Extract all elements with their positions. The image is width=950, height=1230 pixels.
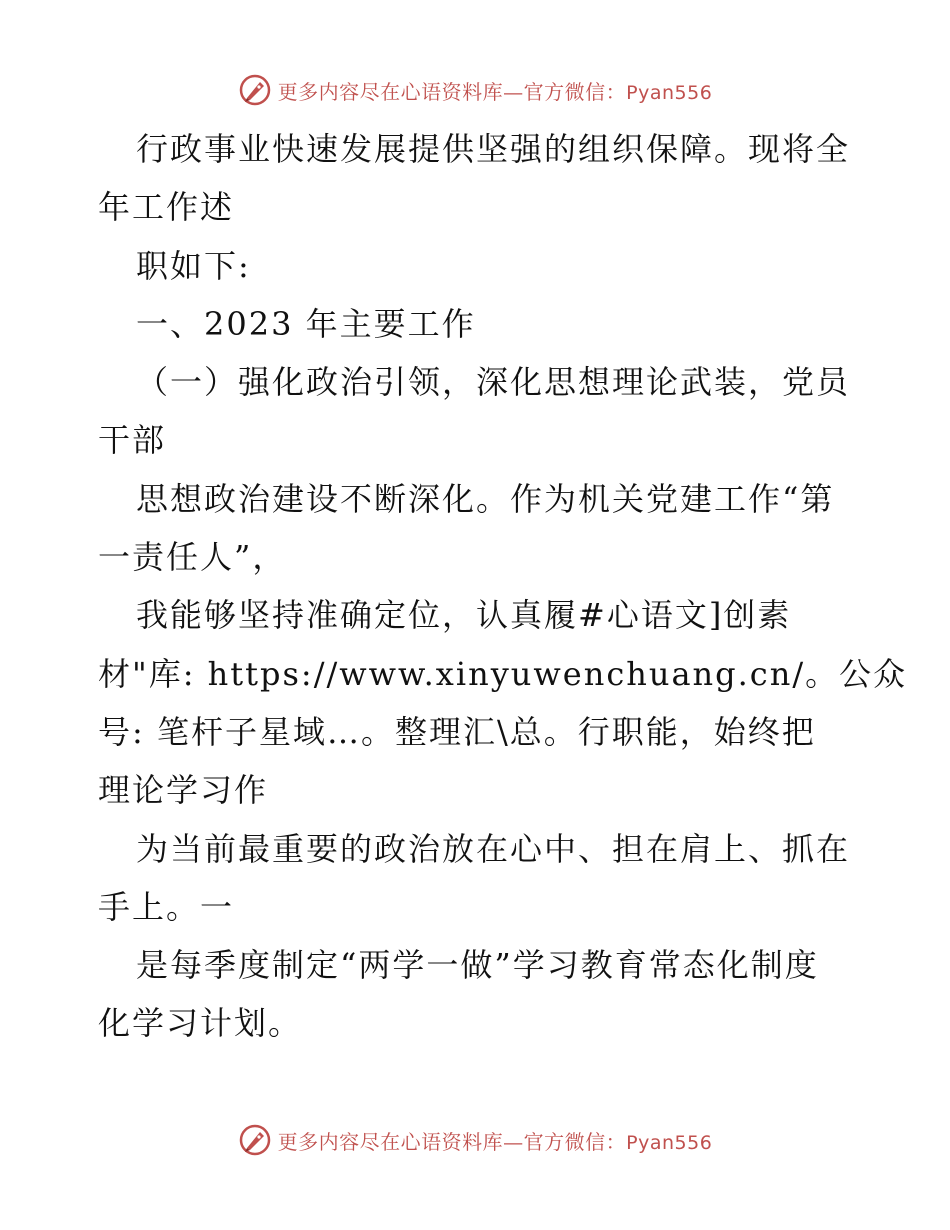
body-text-line: 职如下: bbox=[136, 246, 251, 285]
header-banner bbox=[0, 70, 950, 110]
body-text-line: 为当前最重要的政治放在心中、担在肩上、抓在 bbox=[136, 829, 851, 868]
footer-contact-label: 官方微信： bbox=[523, 1129, 627, 1154]
pen-nib-logo-icon bbox=[238, 73, 272, 107]
footer-contact-id: Pyan556 bbox=[626, 1131, 713, 1154]
body-text-line: 是每季度制定“两学一做”学习教育常态化制度 bbox=[136, 946, 819, 985]
body-text-line: 年工作述 bbox=[98, 188, 235, 227]
body-text-line: 材"库: https://www.xinyuwenchuang.cn/。公众 bbox=[98, 654, 908, 693]
body-text-line: 我能够坚持准确定位，认真履#心语文]创素 bbox=[136, 596, 792, 635]
body-text-line: 行政事业快速发展提供坚强的组织保障。现将全 bbox=[136, 130, 851, 168]
footer-banner-title: 更多内容尽在心语资料库 bbox=[277, 1129, 504, 1154]
header-banner-title: 更多内容尽在心语资料库 bbox=[277, 79, 504, 104]
header-contact-label: 官方微信： bbox=[523, 79, 627, 104]
document-body bbox=[98, 120, 908, 1053]
header-separator: — bbox=[503, 79, 524, 104]
body-text-line: 思想政治建设不断深化。作为机关党建工作“第 bbox=[136, 479, 835, 518]
body-text-line: 干部 bbox=[98, 421, 167, 460]
footer-banner-text bbox=[278, 1126, 713, 1155]
body-text-line: （一）强化政治引领，深化思想理论武装，党员 bbox=[136, 363, 851, 402]
footer-banner bbox=[0, 1120, 950, 1160]
pen-nib-logo-icon bbox=[238, 1123, 272, 1157]
body-text-line: 手上。一 bbox=[98, 887, 235, 926]
body-text-line: 一、2023 年主要工作 bbox=[136, 304, 476, 343]
body-text-line: 理论学习作 bbox=[98, 771, 269, 810]
header-contact-id: Pyan556 bbox=[626, 81, 713, 104]
body-text-line: 一责任人”， bbox=[98, 538, 287, 577]
body-text-line: 化学习计划。 bbox=[98, 1004, 303, 1043]
header-banner-text bbox=[278, 76, 713, 105]
footer-separator: — bbox=[503, 1129, 524, 1154]
body-text-line: 号: 笔杆子星域…。整理汇\总。行职能，始终把 bbox=[98, 712, 816, 751]
